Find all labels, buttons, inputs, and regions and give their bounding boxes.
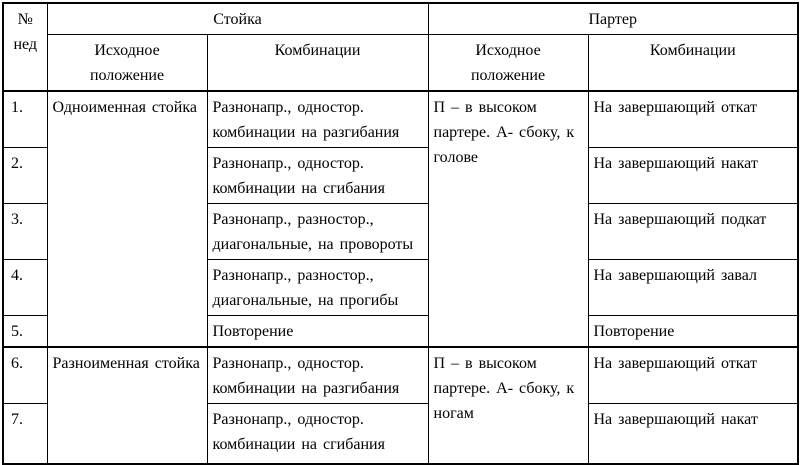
week-number-cell: 2. <box>3 148 47 204</box>
week-number-header <box>3 3 47 91</box>
week-number-header-line2: нед <box>13 36 38 53</box>
ground-initial-position-header: Исходное положение <box>428 35 588 92</box>
standing-initial-position-header: Исходное положение <box>47 35 207 92</box>
standing-combinations-cell: Повторение <box>207 316 428 348</box>
standing-initial-position-cell: Разноименная стойка <box>47 347 207 464</box>
standing-combinations-cell: Разнонапр., одностор. комбинации на разгибания <box>207 91 428 148</box>
week-number-cell: 7. <box>3 404 47 464</box>
ground-combinations-cell: На завершающий откат <box>588 91 798 148</box>
standing-initial-position-cell: Одноименная стойка <box>47 91 207 347</box>
table-row <box>3 347 798 404</box>
section-header-ground: Партер <box>428 3 798 35</box>
week-number-cell: 6. <box>3 347 47 404</box>
week-number-cell: 1. <box>3 91 47 148</box>
standing-combinations-cell: Разнонапр., одностор. комбинации на разгибания <box>207 347 428 404</box>
ground-combinations-cell: Повторение <box>588 316 798 348</box>
week-number-cell: 5. <box>3 316 47 348</box>
header-row-columns <box>3 35 798 92</box>
ground-initial-position-cell: П – в высоком партере. А- сбоку, к ногам <box>428 347 588 464</box>
training-plan-table <box>2 2 799 465</box>
standing-combinations-cell: Разнонапр., разностор., диагональные, на прогибы <box>207 260 428 316</box>
ground-combinations-header: Комбинации <box>588 35 798 92</box>
standing-combinations-cell: Разнонапр., одностор. комбинации на сгибания <box>207 404 428 464</box>
header-row-sections <box>3 3 798 35</box>
week-number-cell: 4. <box>3 260 47 316</box>
ground-combinations-cell: На завершающий завал <box>588 260 798 316</box>
standing-combinations-cell: Разнонапр., одностор. комбинации на сгибания <box>207 148 428 204</box>
section-header-standing: Стойка <box>47 3 428 35</box>
ground-combinations-cell: На завершающий откат <box>588 347 798 404</box>
table-row <box>3 91 798 148</box>
week-number-cell: 3. <box>3 204 47 260</box>
ground-combinations-cell: На завершающий накат <box>588 404 798 464</box>
ground-combinations-cell: На завершающий подкат <box>588 204 798 260</box>
ground-initial-position-cell: П – в высоком партере. А- сбоку, к голове <box>428 91 588 347</box>
standing-combinations-cell: Разнонапр., разностор., диагональные, на провороты <box>207 204 428 260</box>
ground-combinations-cell: На завершающий накат <box>588 148 798 204</box>
week-number-header-line1: № <box>17 11 33 28</box>
standing-combinations-header: Комбинации <box>207 35 428 92</box>
